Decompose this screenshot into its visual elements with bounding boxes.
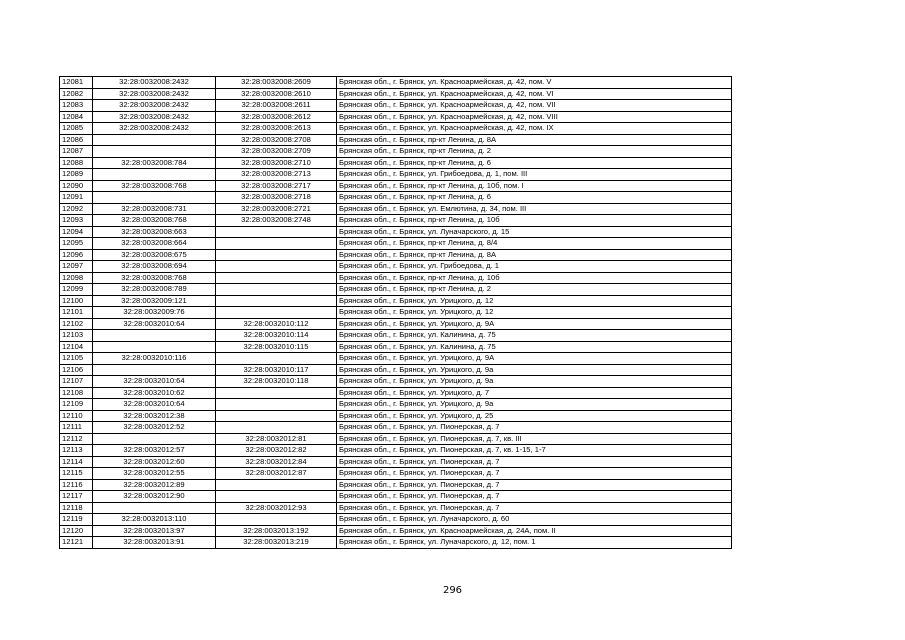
object-cadastral-number-cell (216, 295, 337, 307)
row-number-cell: 12104 (60, 341, 93, 353)
row-number-cell: 12101 (60, 307, 93, 319)
parcel-cadastral-number-cell: 32:28:0032008:731 (93, 203, 216, 215)
row-number-cell: 12099 (60, 284, 93, 296)
table-row (60, 249, 732, 261)
row-number-cell: 12114 (60, 456, 93, 468)
object-cadastral-number-cell: 32:28:0032008:2748 (216, 215, 337, 227)
object-cadastral-number-cell (216, 226, 337, 238)
parcel-cadastral-number-cell: 32:28:0032010:116 (93, 353, 216, 365)
row-number-cell: 12107 (60, 376, 93, 388)
table-row (60, 491, 732, 503)
object-cadastral-number-cell: 32:28:0032013:192 (216, 525, 337, 537)
address-cell: Брянская обл., г. Брянск, пр-кт Ленина, д. 8/4 (337, 238, 732, 250)
table-row (60, 192, 732, 204)
row-number-cell: 12110 (60, 410, 93, 422)
table-row (60, 157, 732, 169)
row-number-cell: 12102 (60, 318, 93, 330)
parcel-cadastral-number-cell (93, 169, 216, 181)
row-number-cell: 12119 (60, 514, 93, 526)
table-row (60, 456, 732, 468)
parcel-cadastral-number-cell (93, 364, 216, 376)
table-row (60, 307, 732, 319)
address-cell: Брянская обл., г. Брянск, ул. Урицкого, д. 7 (337, 387, 732, 399)
address-cell: Брянская обл., г. Брянск, ул. Пионерская, д. 7 (337, 491, 732, 503)
address-cell: Брянская обл., г. Брянск, ул. Урицкого, д. 25 (337, 410, 732, 422)
address-cell: Брянская обл., г. Брянск, ул. Красноармейская, д. 42, пом. VII (337, 100, 732, 112)
address-cell: Брянская обл., г. Брянск, ул. Пионерская, д. 7 (337, 456, 732, 468)
parcel-cadastral-number-cell: 32:28:0032010:62 (93, 387, 216, 399)
address-cell: Брянская обл., г. Брянск, пр-кт Ленина, д. 8А (337, 249, 732, 261)
address-cell: Брянская обл., г. Брянск, ул. Урицкого, д. 9а (337, 364, 732, 376)
table-row (60, 341, 732, 353)
parcel-cadastral-number-cell (93, 433, 216, 445)
parcel-cadastral-number-cell: 32:28:0032012:55 (93, 468, 216, 480)
parcel-cadastral-number-cell (93, 146, 216, 158)
table-row (60, 502, 732, 514)
parcel-cadastral-number-cell: 32:28:0032008:768 (93, 272, 216, 284)
address-cell: Брянская обл., г. Брянск, пр-кт Ленина, д. 8А (337, 134, 732, 146)
row-number-cell: 12118 (60, 502, 93, 514)
parcel-cadastral-number-cell: 32:28:0032008:768 (93, 215, 216, 227)
table-row (60, 364, 732, 376)
address-cell: Брянская обл., г. Брянск, ул. Красноармейская, д. 42, пом. V (337, 77, 732, 89)
object-cadastral-number-cell: 32:28:0032010:115 (216, 341, 337, 353)
object-cadastral-number-cell: 32:28:0032008:2609 (216, 77, 337, 89)
object-cadastral-number-cell (216, 238, 337, 250)
table-row (60, 238, 732, 250)
address-cell: Брянская обл., г. Брянск, пр-кт Ленина, д. 6 (337, 192, 732, 204)
table-row (60, 445, 732, 457)
address-cell: Брянская обл., г. Брянск, ул. Калинина, д. 75 (337, 341, 732, 353)
table-row (60, 514, 732, 526)
row-number-cell: 12098 (60, 272, 93, 284)
parcel-cadastral-number-cell: 32:28:0032008:2432 (93, 100, 216, 112)
object-cadastral-number-cell: 32:28:0032008:2718 (216, 192, 337, 204)
address-cell: Брянская обл., г. Брянск, ул. Красноармейская, д. 24А, пом. II (337, 525, 732, 537)
object-cadastral-number-cell (216, 307, 337, 319)
parcel-cadastral-number-cell: 32:28:0032012:57 (93, 445, 216, 457)
address-cell: Брянская обл., г. Брянск, ул. Грибоедова, д. 1 (337, 261, 732, 273)
parcel-cadastral-number-cell (93, 192, 216, 204)
address-cell: Брянская обл., г. Брянск, пр-кт Ленина, д. 2 (337, 284, 732, 296)
register-table-body (60, 77, 732, 549)
row-number-cell: 12084 (60, 111, 93, 123)
register-table (59, 76, 732, 549)
row-number-cell: 12108 (60, 387, 93, 399)
parcel-cadastral-number-cell: 32:28:0032008:2432 (93, 88, 216, 100)
object-cadastral-number-cell (216, 261, 337, 273)
object-cadastral-number-cell: 32:28:0032012:82 (216, 445, 337, 457)
parcel-cadastral-number-cell: 32:28:0032008:694 (93, 261, 216, 273)
address-cell: Брянская обл., г. Брянск, ул. Пионерская, д. 7 (337, 422, 732, 434)
address-cell: Брянская обл., г. Брянск, ул. Красноармейская, д. 42, пом. VIII (337, 111, 732, 123)
parcel-cadastral-number-cell (93, 341, 216, 353)
table-row (60, 88, 732, 100)
object-cadastral-number-cell: 32:28:0032010:117 (216, 364, 337, 376)
object-cadastral-number-cell: 32:28:0032008:2610 (216, 88, 337, 100)
parcel-cadastral-number-cell: 32:28:0032010:64 (93, 399, 216, 411)
table-row (60, 180, 732, 192)
row-number-cell: 12103 (60, 330, 93, 342)
row-number-cell: 12120 (60, 525, 93, 537)
row-number-cell: 12092 (60, 203, 93, 215)
object-cadastral-number-cell: 32:28:0032008:2709 (216, 146, 337, 158)
address-cell: Брянская обл., г. Брянск, ул. Урицкого, д. 12 (337, 307, 732, 319)
object-cadastral-number-cell: 32:28:0032008:2713 (216, 169, 337, 181)
object-cadastral-number-cell: 32:28:0032008:2708 (216, 134, 337, 146)
row-number-cell: 12100 (60, 295, 93, 307)
table-row (60, 479, 732, 491)
address-cell: Брянская обл., г. Брянск, ул. Урицкого, д. 12 (337, 295, 732, 307)
parcel-cadastral-number-cell: 32:28:0032013:110 (93, 514, 216, 526)
row-number-cell: 12096 (60, 249, 93, 261)
table-row (60, 272, 732, 284)
parcel-cadastral-number-cell: 32:28:0032008:663 (93, 226, 216, 238)
table-row (60, 330, 732, 342)
object-cadastral-number-cell (216, 491, 337, 503)
table-row (60, 215, 732, 227)
address-cell: Брянская обл., г. Брянск, ул. Луначарского, д. 15 (337, 226, 732, 238)
table-row (60, 146, 732, 158)
table-row (60, 410, 732, 422)
parcel-cadastral-number-cell: 32:28:0032013:97 (93, 525, 216, 537)
address-cell: Брянская обл., г. Брянск, ул. Пионерская, д. 7 (337, 502, 732, 514)
row-number-cell: 12087 (60, 146, 93, 158)
row-number-cell: 12089 (60, 169, 93, 181)
row-number-cell: 12093 (60, 215, 93, 227)
row-number-cell: 12094 (60, 226, 93, 238)
address-cell: Брянская обл., г. Брянск, ул. Красноармейская, д. 42, пом. VI (337, 88, 732, 100)
row-number-cell: 12083 (60, 100, 93, 112)
object-cadastral-number-cell: 32:28:0032008:2717 (216, 180, 337, 192)
row-number-cell: 12109 (60, 399, 93, 411)
object-cadastral-number-cell (216, 387, 337, 399)
parcel-cadastral-number-cell: 32:28:0032012:52 (93, 422, 216, 434)
table-row (60, 468, 732, 480)
object-cadastral-number-cell: 32:28:0032013:219 (216, 537, 337, 549)
parcel-cadastral-number-cell (93, 330, 216, 342)
object-cadastral-number-cell: 32:28:0032010:112 (216, 318, 337, 330)
object-cadastral-number-cell: 32:28:0032008:2710 (216, 157, 337, 169)
address-cell: Брянская обл., г. Брянск, ул. Грибоедова, д. 1, пом. III (337, 169, 732, 181)
table-row (60, 284, 732, 296)
address-cell: Брянская обл., г. Брянск, ул. Калинина, д. 75 (337, 330, 732, 342)
row-number-cell: 12082 (60, 88, 93, 100)
object-cadastral-number-cell: 32:28:0032012:93 (216, 502, 337, 514)
table-row (60, 100, 732, 112)
table-row (60, 134, 732, 146)
row-number-cell: 12111 (60, 422, 93, 434)
table-row (60, 537, 732, 549)
object-cadastral-number-cell (216, 353, 337, 365)
row-number-cell: 12091 (60, 192, 93, 204)
row-number-cell: 12121 (60, 537, 93, 549)
object-cadastral-number-cell: 32:28:0032010:114 (216, 330, 337, 342)
object-cadastral-number-cell (216, 284, 337, 296)
table-row (60, 433, 732, 445)
table-row (60, 261, 732, 273)
table-row (60, 318, 732, 330)
parcel-cadastral-number-cell: 32:28:0032008:675 (93, 249, 216, 261)
object-cadastral-number-cell (216, 422, 337, 434)
address-cell: Брянская обл., г. Брянск, ул. Красноармейская, д. 42, пом. IX (337, 123, 732, 135)
address-cell: Брянская обл., г. Брянск, ул. Луначарского, д. 60 (337, 514, 732, 526)
table-row (60, 169, 732, 181)
table-row (60, 226, 732, 238)
parcel-cadastral-number-cell: 32:28:0032008:664 (93, 238, 216, 250)
parcel-cadastral-number-cell: 32:28:0032009:76 (93, 307, 216, 319)
address-cell: Брянская обл., г. Брянск, ул. Урицкого, д. 9А (337, 318, 732, 330)
address-cell: Брянская обл., г. Брянск, ул. Урицкого, д. 9А (337, 353, 732, 365)
parcel-cadastral-number-cell: 32:28:0032012:90 (93, 491, 216, 503)
parcel-cadastral-number-cell: 32:28:0032008:2432 (93, 123, 216, 135)
parcel-cadastral-number-cell: 32:28:0032010:64 (93, 318, 216, 330)
object-cadastral-number-cell: 32:28:0032012:87 (216, 468, 337, 480)
table-row (60, 77, 732, 89)
parcel-cadastral-number-cell: 32:28:0032008:768 (93, 180, 216, 192)
object-cadastral-number-cell (216, 272, 337, 284)
object-cadastral-number-cell (216, 479, 337, 491)
table-row (60, 422, 732, 434)
row-number-cell: 12115 (60, 468, 93, 480)
parcel-cadastral-number-cell: 32:28:0032012:38 (93, 410, 216, 422)
object-cadastral-number-cell (216, 410, 337, 422)
address-cell: Брянская обл., г. Брянск, пр-кт Ленина, д. 6 (337, 157, 732, 169)
table-row (60, 295, 732, 307)
row-number-cell: 12116 (60, 479, 93, 491)
object-cadastral-number-cell (216, 514, 337, 526)
row-number-cell: 12086 (60, 134, 93, 146)
row-number-cell: 12095 (60, 238, 93, 250)
address-cell: Брянская обл., г. Брянск, пр-кт Ленина, д. 10б (337, 215, 732, 227)
parcel-cadastral-number-cell: 32:28:0032009:121 (93, 295, 216, 307)
parcel-cadastral-number-cell (93, 134, 216, 146)
table-row (60, 525, 732, 537)
table-row (60, 203, 732, 215)
row-number-cell: 12088 (60, 157, 93, 169)
row-number-cell: 12113 (60, 445, 93, 457)
object-cadastral-number-cell: 32:28:0032008:2612 (216, 111, 337, 123)
parcel-cadastral-number-cell: 32:28:0032012:60 (93, 456, 216, 468)
address-cell: Брянская обл., г. Брянск, пр-кт Ленина, д. 10б (337, 272, 732, 284)
parcel-cadastral-number-cell: 32:28:0032013:91 (93, 537, 216, 549)
object-cadastral-number-cell: 32:28:0032008:2613 (216, 123, 337, 135)
row-number-cell: 12085 (60, 123, 93, 135)
address-cell: Брянская обл., г. Брянск, ул. Урицкого, д. 9а (337, 399, 732, 411)
address-cell: Брянская обл., г. Брянск, ул. Урицкого, д. 9а (337, 376, 732, 388)
table-row (60, 376, 732, 388)
address-cell: Брянская обл., г. Брянск, ул. Пионерская, д. 7 (337, 468, 732, 480)
row-number-cell: 12117 (60, 491, 93, 503)
row-number-cell: 12090 (60, 180, 93, 192)
address-cell: Брянская обл., г. Брянск, ул. Емлютина, д. 34, пом. III (337, 203, 732, 215)
parcel-cadastral-number-cell: 32:28:0032008:784 (93, 157, 216, 169)
object-cadastral-number-cell (216, 249, 337, 261)
table-row (60, 399, 732, 411)
row-number-cell: 12106 (60, 364, 93, 376)
parcel-cadastral-number-cell: 32:28:0032008:2432 (93, 111, 216, 123)
row-number-cell: 12097 (60, 261, 93, 273)
object-cadastral-number-cell (216, 399, 337, 411)
parcel-cadastral-number-cell: 32:28:0032008:789 (93, 284, 216, 296)
object-cadastral-number-cell: 32:28:0032012:81 (216, 433, 337, 445)
address-cell: Брянская обл., г. Брянск, пр-кт Ленина, д. 2 (337, 146, 732, 158)
table-row (60, 353, 732, 365)
table-row (60, 123, 732, 135)
address-cell: Брянская обл., г. Брянск, ул. Пионерская, д. 7, кв. 1-15, 1-7 (337, 445, 732, 457)
address-cell: Брянская обл., г. Брянск, ул. Луначарского, д. 12, пом. 1 (337, 537, 732, 549)
address-cell: Брянская обл., г. Брянск, ул. Пионерская, д. 7 (337, 479, 732, 491)
parcel-cadastral-number-cell: 32:28:0032010:64 (93, 376, 216, 388)
object-cadastral-number-cell: 32:28:0032008:2611 (216, 100, 337, 112)
object-cadastral-number-cell: 32:28:0032010:118 (216, 376, 337, 388)
row-number-cell: 12112 (60, 433, 93, 445)
row-number-cell: 12081 (60, 77, 93, 89)
parcel-cadastral-number-cell: 32:28:0032012:89 (93, 479, 216, 491)
object-cadastral-number-cell: 32:28:0032012:84 (216, 456, 337, 468)
object-cadastral-number-cell: 32:28:0032008:2721 (216, 203, 337, 215)
address-cell: Брянская обл., г. Брянск, ул. Пионерская, д. 7, кв. III (337, 433, 732, 445)
row-number-cell: 12105 (60, 353, 93, 365)
table-row (60, 387, 732, 399)
address-cell: Брянская обл., г. Брянск, пр-кт Ленина, д. 10б, пом. I (337, 180, 732, 192)
table-row (60, 111, 732, 123)
parcel-cadastral-number-cell: 32:28:0032008:2432 (93, 77, 216, 89)
page-number: 296 (442, 585, 463, 596)
parcel-cadastral-number-cell (93, 502, 216, 514)
